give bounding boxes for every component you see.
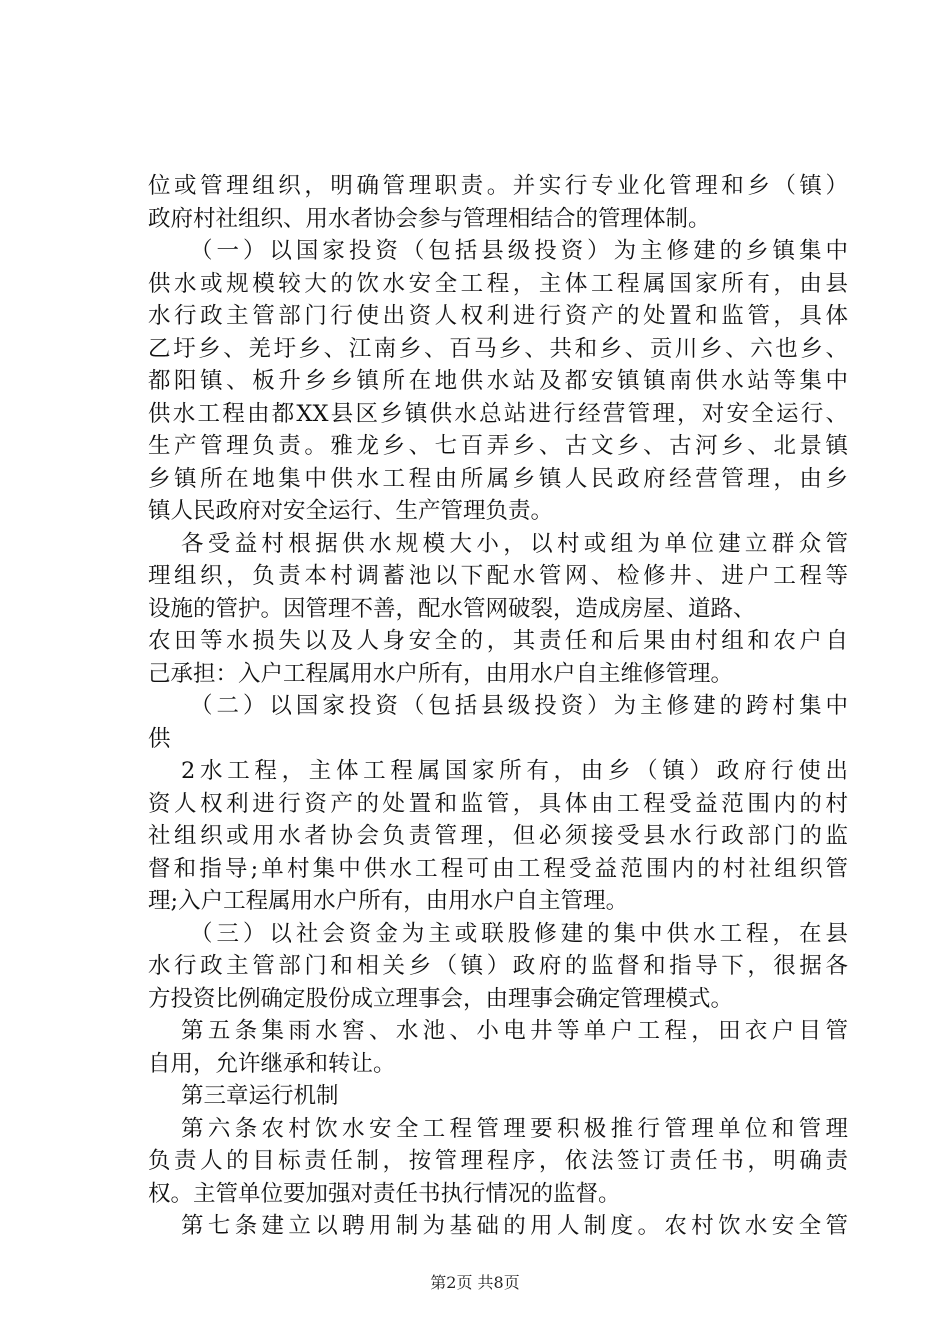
text-line: 2水工程，主体工程属国家所有，由乡（镇）政府行使出 bbox=[181, 758, 848, 784]
text-line: 位或管理组织，明确管理职责。并实行专业化管理和乡（镇） bbox=[148, 173, 848, 199]
text-line: 第五条集雨水窖、水池、小电井等单户工程，田衣户目管 bbox=[181, 1018, 848, 1044]
text-line: 生产管理负责。雅龙乡、七百弄乡、古文乡、古河乡、北景镇 bbox=[148, 433, 848, 459]
text-line: （三）以社会资金为主或联股修建的集中供水工程，在县 bbox=[190, 920, 848, 947]
text-line: 资人权利进行资产的处置和监管，具体由工程受益范围内的村 bbox=[148, 790, 848, 817]
text-line: 社组织或用水者协会负责管理，但必须接受县水行政部门的监 bbox=[148, 823, 848, 849]
text-line: 理;入户工程属用水户所有，由用水户自主管理。 bbox=[148, 888, 629, 914]
text-line: 负责人的目标责任制，按管理程序，依法签订责任书，明确责 bbox=[148, 1148, 848, 1174]
text-line: 乡镇所在地集中供水工程由所属乡镇人民政府经营管理，由乡 bbox=[148, 465, 848, 492]
text-line: 第三章运行机制 bbox=[181, 1083, 339, 1109]
text-line: （一）以国家投资（包括县级投资）为主修建的乡镇集中 bbox=[190, 238, 848, 264]
text-line: 供水或规模较大的饮水安全工程，主体工程属国家所有，由县 bbox=[148, 270, 848, 297]
text-line: 方投资比例确定股份成立理事会，由理事会确定管理模式。 bbox=[148, 985, 734, 1012]
text-line: 水行政主管部门行使出资人权利进行资产的处置和监管，具体 bbox=[148, 303, 848, 329]
document-body bbox=[148, 170, 848, 1243]
text-line: 供水工程由都XX县区乡镇供水总站进行经营管理，对安全运行、 bbox=[148, 400, 848, 427]
text-line: 供 bbox=[148, 725, 171, 752]
text-line: 乙圩乡、羌圩乡、江南乡、百马乡、共和乡、贡川乡、六也乡、 bbox=[148, 335, 848, 362]
text-line: 己承担：入户工程属用水户所有，由用水户自主维修管理。 bbox=[148, 660, 734, 687]
text-line: 督和指导;单村集中供水工程可由工程受益范围内的村社组织管 bbox=[148, 855, 848, 882]
text-line: 水行政主管部门和相关乡（镇）政府的监督和指导下，很据各 bbox=[148, 953, 848, 979]
text-line: 权。主管单位要加强对责任书执行情况的监督。 bbox=[148, 1180, 621, 1207]
text-line: 理组织，负责本村调蓄池以下配水管网、检修井、进户工程等 bbox=[148, 563, 848, 589]
page-footer: 第2页 共8页 bbox=[430, 1273, 520, 1292]
text-line: （二）以国家投资（包括县级投资）为主修建的跨村集中 bbox=[190, 693, 848, 719]
text-line: 自用，允许继承和转让。 bbox=[148, 1050, 396, 1077]
text-line: 都阳镇、板升乡乡镇所在地供水站及都安镇镇南供水站等集中 bbox=[148, 368, 848, 394]
text-line: 农田等水损失以及人身安全的，其责任和后果由村组和农户自 bbox=[148, 628, 848, 654]
text-line: 各受益村根据供水规模大小，以村或组为单位建立群众管 bbox=[181, 530, 848, 557]
text-line: 政府村社组织、用水者协会参与管理相结合的管理体制。 bbox=[148, 205, 711, 232]
text-line: 设施的管护。因管理不善，配水管网破裂，造成房屋、道路、 bbox=[148, 595, 756, 622]
text-line: 第七条建立以聘用制为基础的用人制度。农村饮水安全管 bbox=[181, 1213, 848, 1239]
text-line: 第六条农村饮水安全工程管理要积极推行管理单位和管理 bbox=[181, 1115, 848, 1142]
text-line: 镇人民政府对安全运行、生产管理负责。 bbox=[148, 498, 554, 524]
